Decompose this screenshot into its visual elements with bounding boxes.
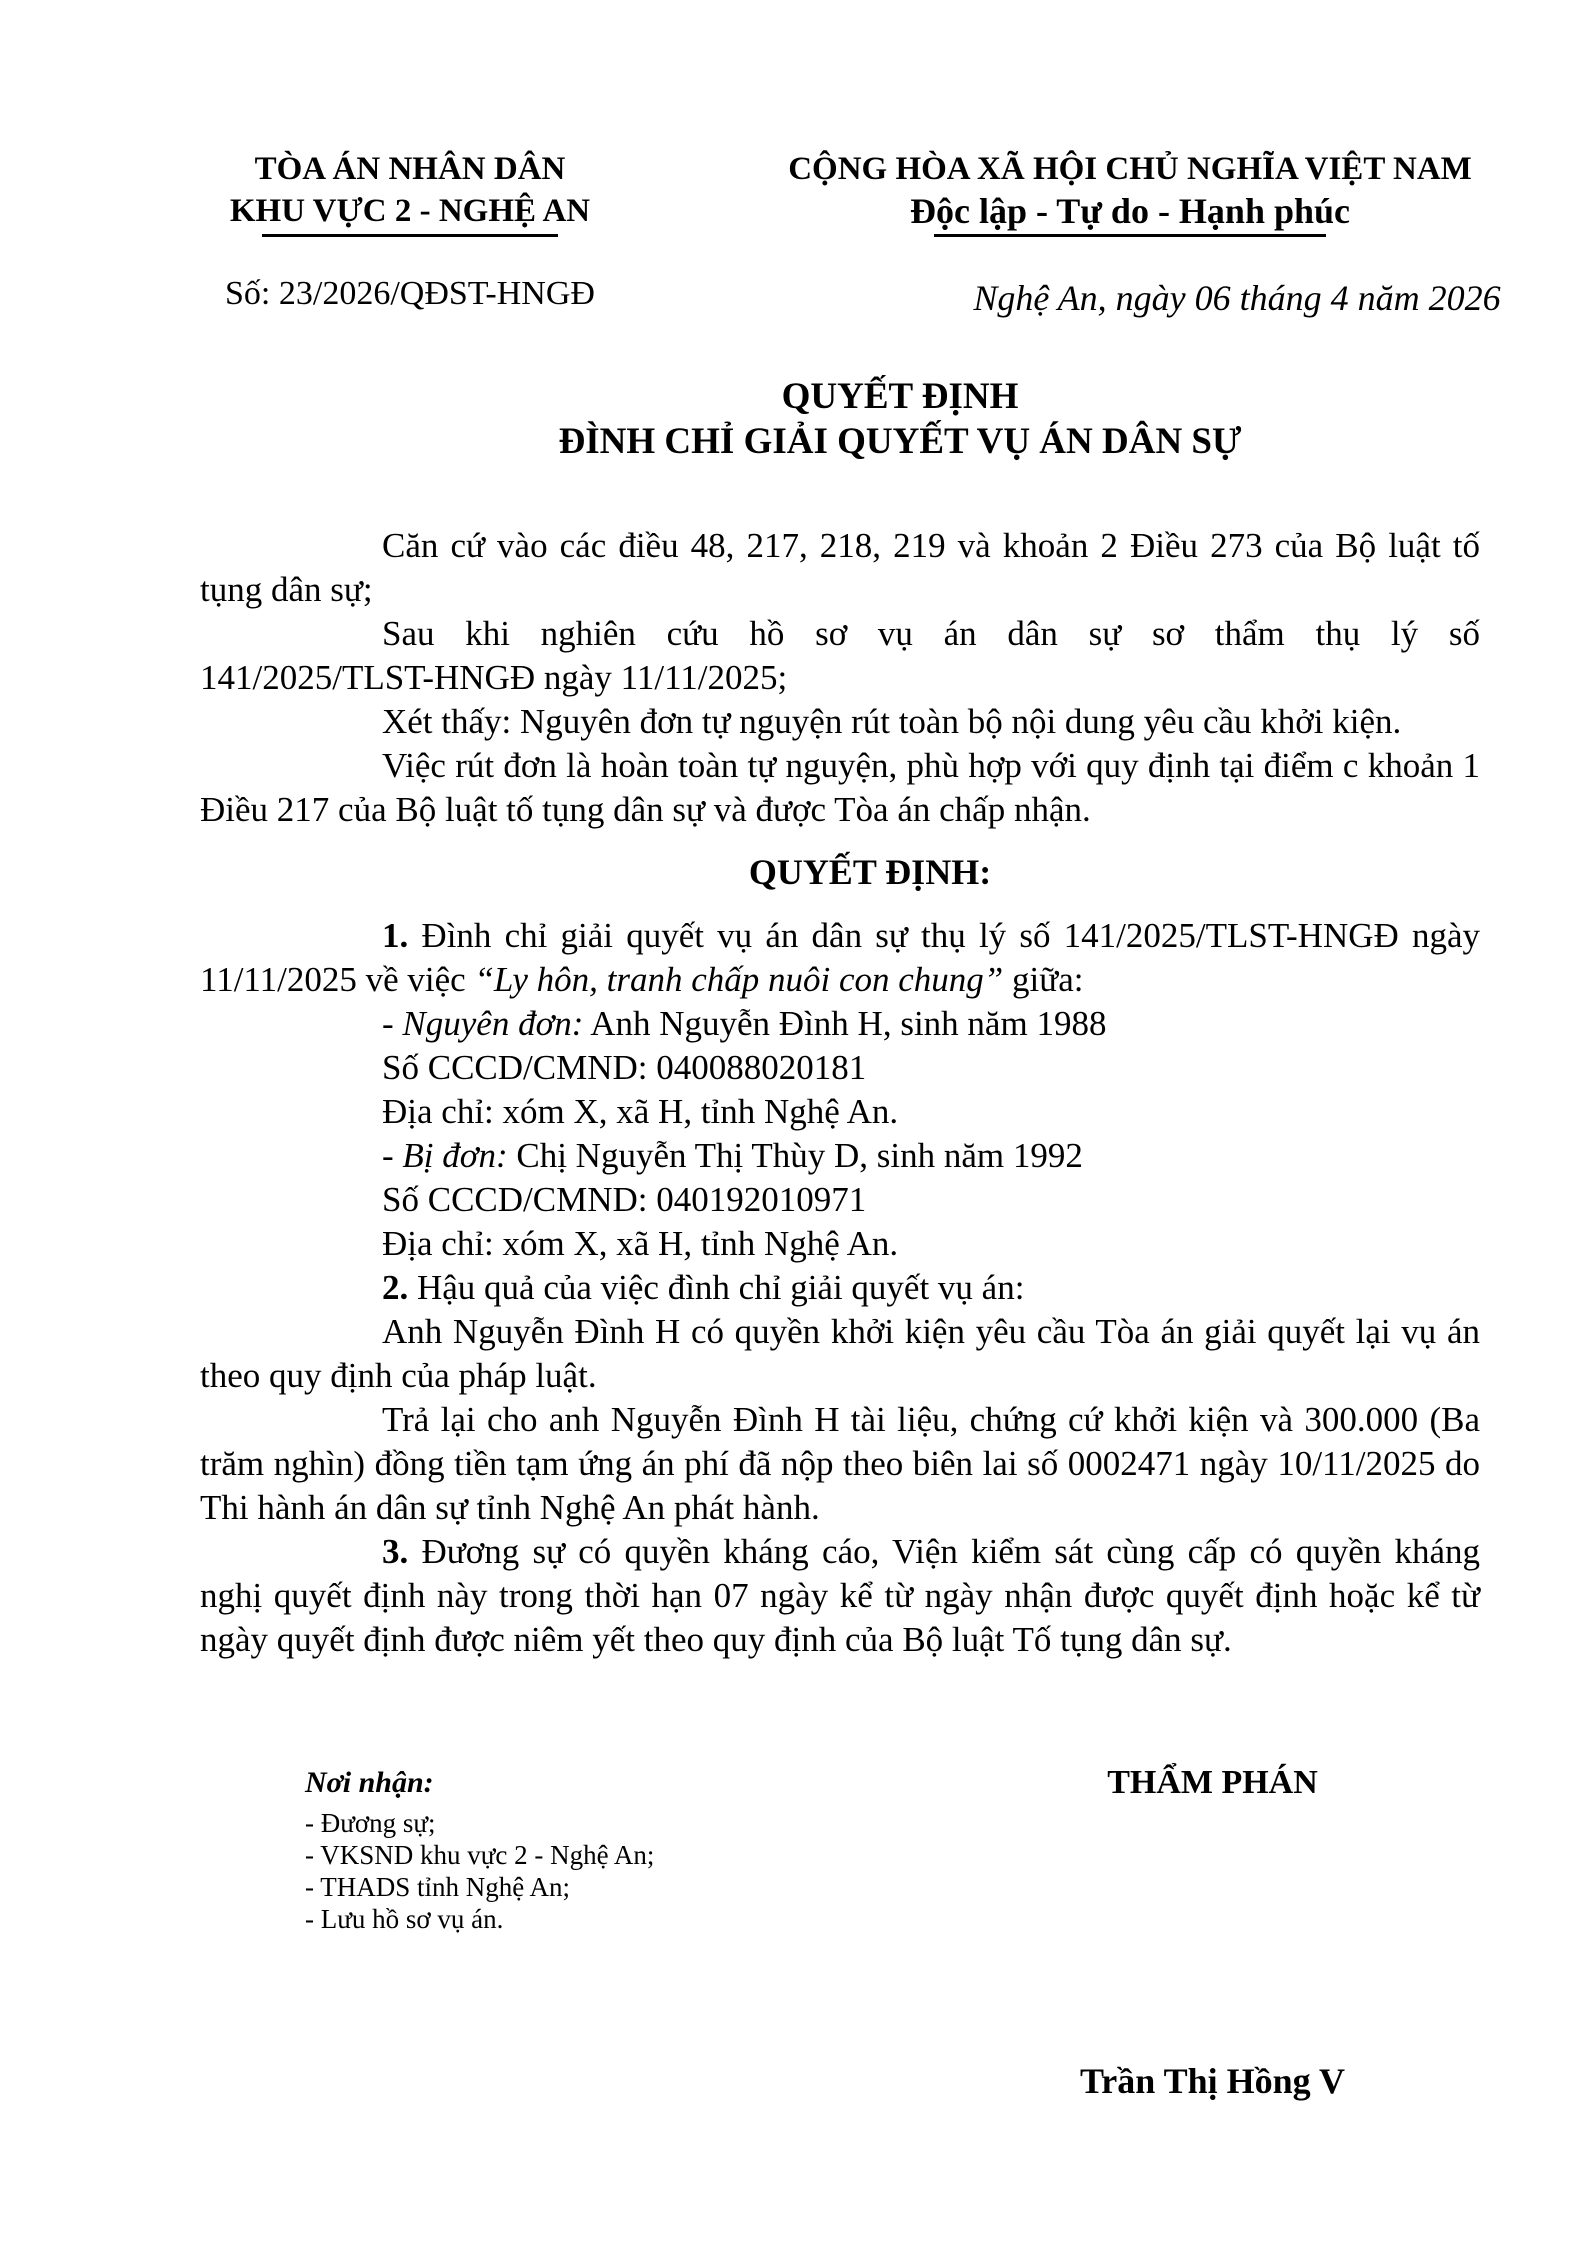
preamble-paragraph: Xét thấy: Nguyên đơn tự nguyện rút toàn bộ nội dung yêu cầu khởi kiện. (382, 702, 1402, 741)
document-title-line1: QUYẾT ĐỊNH (781, 376, 1019, 417)
decision-paragraph: 3. Đương sự có quyền kháng cáo, Viện kiểm sát cùng cấp có quyền kháng nghị quyết định này trong thời hạn 07 ngày kể từ ngày nhận được quyết định hoặc kể từ ngày quyết định được niêm yết theo quy định của Bộ luật Tố tụng dân sự. (200, 1532, 1480, 1659)
preamble-paragraph: Việc rút đơn là hoàn toàn tự nguyện, phù hợp với quy định tại điểm c khoản 1 Điều 217 của Bộ luật tố tụng dân sự và được Tòa án chấp nhận. (200, 746, 1480, 829)
signer-name: Trần Thị Hồng V (1079, 2061, 1346, 2101)
place-date-line: Nghệ An, ngày 06 tháng 4 năm 2026 (973, 278, 1501, 318)
preamble-paragraph: Căn cứ vào các điều 48, 217, 218, 219 và khoản 2 Điều 273 của Bộ luật tố tụng dân sự; (200, 526, 1480, 609)
court-name-line2: KHU VỰC 2 - NGHỆ AN (229, 193, 591, 229)
party-address-line: Địa chỉ: xóm X, xã H, tỉnh Nghệ An. (382, 1224, 899, 1263)
decision-section-heading: QUYẾT ĐỊNH: (748, 852, 992, 892)
recipients-label: Nơi nhận: (305, 1766, 434, 1799)
court-name-line1: TÒA ÁN NHÂN DÂN (254, 151, 566, 187)
recipient-item: - Lưu hồ sơ vụ án. (305, 1904, 504, 1934)
party-line: - Bị đơn: Chị Nguyễn Thị Thùy D, sinh năm 1992 (382, 1136, 1083, 1175)
document-body (200, 524, 1480, 1662)
national-header-block (730, 148, 1530, 319)
decision-paragraph: 2. Hậu quả của việc đình chỉ giải quyết vụ án: (382, 1268, 1025, 1307)
party-address-line: Địa chỉ: xóm X, xã H, tỉnh Nghệ An. (382, 1092, 899, 1131)
document-number: Số: 23/2026/QĐST-HNGĐ (225, 275, 595, 312)
recipient-item: - VKSND khu vực 2 - Nghệ An; (305, 1840, 655, 1870)
decision-paragraph: Trả lại cho anh Nguyễn Đình H tài liệu, chứng cứ khởi kiện và 300.000 (Ba trăm nghìn) đồng tiền tạm ứng án phí đã nộp theo biên lai số 0002471 ngày 10/11/2025 do Thi hành án dân sự tỉnh Nghệ An phát hành. (200, 1400, 1481, 1527)
motto-underline (934, 234, 1326, 237)
document-title-line2: ĐÌNH CHỈ GIẢI QUYẾT VỤ ÁN DÂN SỰ (558, 421, 1242, 462)
decision-paragraph: Anh Nguyễn Đình H có quyền khởi kiện yêu cầu Tòa án giải quyết lại vụ án theo quy định của pháp luật. (200, 1312, 1480, 1395)
issuing-authority-block (200, 148, 620, 315)
signer-title: THẨM PHÁN (1107, 1764, 1318, 1801)
national-motto-line: Độc lập - Tự do - Hạnh phúc (909, 191, 1351, 231)
recipient-item: - THADS tỉnh Nghệ An; (305, 1872, 571, 1902)
recipient-item: - Đương sự; (305, 1808, 436, 1838)
court-name-underline (262, 234, 558, 237)
party-id-line: Số CCCD/CMND: 040192010971 (382, 1180, 867, 1219)
party-line: - Nguyên đơn: Anh Nguyễn Đình H, sinh năm 1988 (382, 1004, 1107, 1043)
preamble-paragraph: Sau khi nghiên cứu hồ sơ vụ án dân sự sơ thẩm thụ lý số 141/2025/TLST-HNGĐ ngày 11/11/2025; (200, 614, 1480, 697)
decision-paragraph: 1. Đình chỉ giải quyết vụ án dân sự thụ lý số 141/2025/TLST-HNGĐ ngày 11/11/2025 về việc “Ly hôn, tranh chấp nuôi con chung” giữa: (200, 916, 1480, 999)
national-name-line: CỘNG HÒA XÃ HỘI CHỦ NGHĨA VIỆT NAM (788, 151, 1472, 187)
signature-block (940, 1762, 1485, 2103)
recipients-block (305, 1765, 865, 1935)
document-title (230, 374, 1510, 464)
party-id-line: Số CCCD/CMND: 040088020181 (382, 1048, 867, 1087)
recipient-list (305, 1807, 865, 1935)
